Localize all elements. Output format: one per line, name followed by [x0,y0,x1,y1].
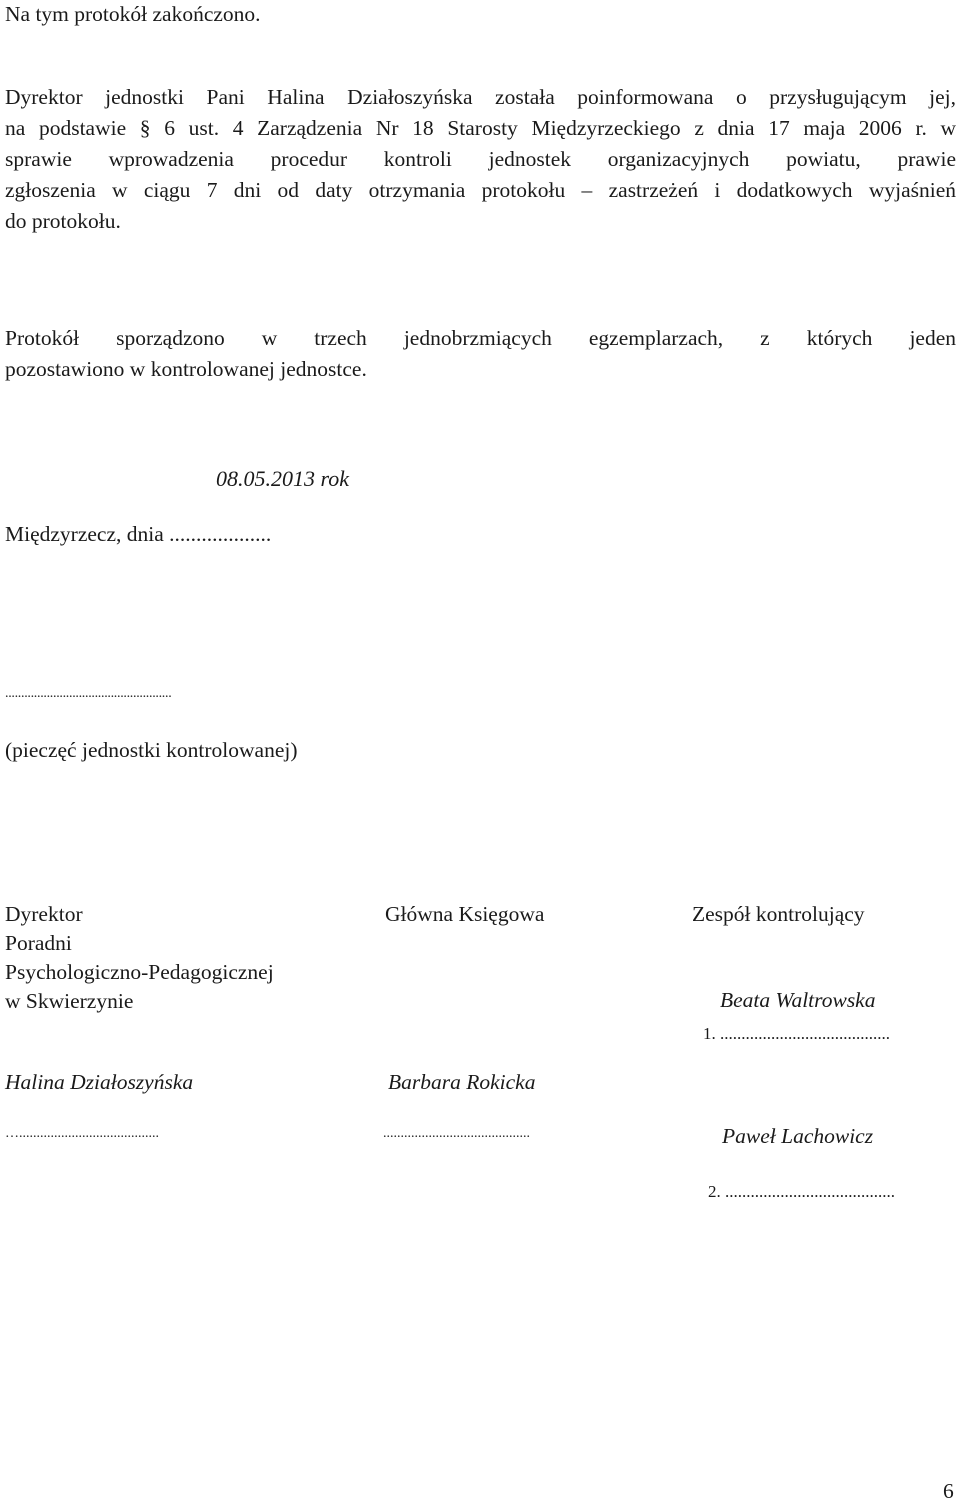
page-number: 6 [943,1479,954,1503]
director-name: Halina Działoszyńska [5,1070,194,1094]
stamp-dots: .................................................... [5,686,172,701]
team-member-name: Beata Waltrowska [720,988,876,1012]
director-title: Dyrektor [5,902,83,926]
paragraph-line: na podstawie § 6 ust. 4 Zarządzenia Nr 18 Starosty Międzyrzeckiego z dnia 17 maja 2006 r. w [5,116,956,140]
stamp-label: (pieczęć jednostki kontrolowanej) [5,738,298,762]
director-title: Psychologiczno-Pedagogicznej [5,960,274,984]
accountant-title: Główna Księgowa [385,902,545,926]
paragraph-line: Protokół sporządzono w trzech jednobrzmiących egzemplarzach, z których jeden [5,326,956,350]
team-member-signature-line: 1. ........................................ [703,1024,890,1043]
accountant-signature-line: .......................................... [383,1126,530,1141]
team-member-signature-line: 2. ........................................ [708,1182,895,1201]
paragraph-line: sprawie wprowadzenia procedur kontroli jednostek organizacyjnych powiatu, prawie [5,147,956,171]
director-title: Poradni [5,931,72,955]
paragraph-line: Dyrektor jednostki Pani Halina Działoszyńska została poinformowana o przysługującym jej, [5,85,956,109]
handwritten-date: 08.05.2013 rok [216,466,350,491]
team-title: Zespół kontrolujący [692,902,865,926]
paragraph-line: pozostawiono w kontrolowanej jednostce. [5,357,367,381]
director-signature-line: …........................................ [5,1126,159,1141]
paragraph-line: do protokołu. [5,209,121,233]
paragraph-line: zgłoszenia w ciągu 7 dni od daty otrzymania protokołu – zastrzeżeń i dodatkowych wyjaśnień [5,178,956,202]
accountant-name: Barbara Rokicka [388,1070,536,1094]
team-member-name: Paweł Lachowicz [722,1124,874,1148]
closing-line: Na tym protokół zakończono. [5,2,261,26]
place-date-label: Międzyrzecz, dnia ................... [5,522,272,546]
director-title: w Skwierzynie [5,989,134,1013]
